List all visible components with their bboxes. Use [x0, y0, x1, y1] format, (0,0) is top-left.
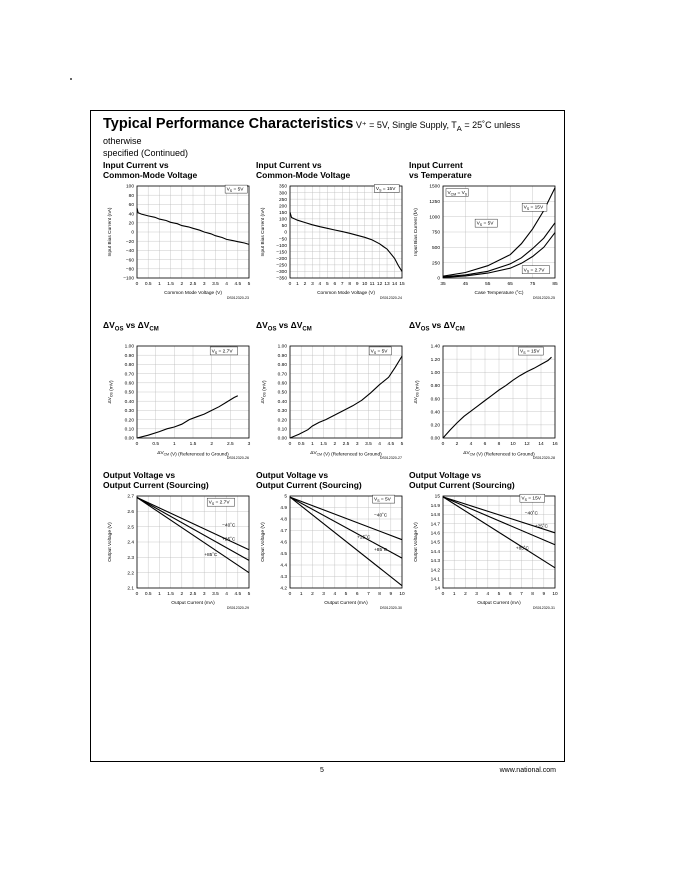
x-tick-label: 15 — [399, 282, 405, 287]
chart-title: Output Voltage vs Output Current (Sourcing) — [103, 470, 209, 490]
y-tick-label: 300 — [278, 191, 287, 197]
x-tick-label: 7 — [520, 592, 523, 597]
y-tick-label: 14.8 — [430, 513, 440, 519]
x-tick-label: 0.5 — [144, 282, 152, 287]
x-tick-label: 13 — [384, 282, 390, 287]
x-tick-label: 3 — [311, 282, 314, 287]
chart-panel-1 — [103, 160, 255, 310]
y-tick-label: 0.20 — [124, 418, 134, 424]
x-tick-label: 0 — [288, 442, 292, 447]
chart-title: $\Delta V_{OS}$ vs $\Delta V_{CM}$ — [409, 320, 465, 333]
chart-annotation: −40˚C — [374, 513, 388, 519]
y-tick-label: 14.4 — [430, 549, 440, 555]
x-tick-label: 0 — [135, 282, 139, 287]
x-tick-label: 5 — [497, 592, 501, 597]
x-tick-label: 11 — [369, 282, 375, 287]
y-tick-label: 1500 — [429, 184, 440, 190]
x-tick-label: 2 — [180, 592, 184, 597]
chart-annotation: $V_S = 15V$ — [523, 205, 544, 212]
y-tick-label: 20 — [128, 221, 134, 227]
x-tick-label: 1 — [172, 442, 176, 447]
x-tick-label: 0 — [441, 442, 445, 447]
x-tick-label: 3.5 — [212, 592, 219, 597]
chart-annotation: +25˚C — [222, 537, 236, 543]
x-tick-label: 65 — [507, 282, 513, 287]
chart-annotation: $V_S = 15V$ — [521, 496, 541, 503]
chart-svg — [103, 160, 255, 310]
figure-code: DS012320-29 — [226, 606, 249, 610]
figure-code: DS012320-30 — [379, 606, 402, 610]
y-tick-label: 1.00 — [124, 344, 134, 350]
x-tick-label: 3 — [202, 592, 206, 597]
y-tick-label: 14.1 — [430, 577, 440, 583]
y-tick-label: 40 — [128, 212, 134, 218]
x-tick-label: 1 — [299, 592, 303, 597]
chart-title: Input Current vs Common-Mode Voltage — [256, 160, 351, 180]
y-tick-label: 1.20 — [430, 357, 440, 363]
y-axis-label: Output Voltage (V) — [414, 522, 419, 562]
y-tick-label: 100 — [278, 217, 287, 223]
chart-svg — [256, 470, 408, 620]
x-tick-label: 2.5 — [226, 442, 234, 447]
y-tick-label: 1.00 — [277, 344, 287, 350]
y-tick-label: 2.1 — [127, 586, 134, 592]
x-tick-label: 1.5 — [189, 442, 197, 447]
chart-title: $\Delta V_{OS}$ vs $\Delta V_{CM}$ — [256, 320, 312, 333]
y-tick-label: −350 — [276, 276, 287, 282]
x-tick-label: 4 — [225, 282, 228, 287]
x-tick-label: 3 — [247, 442, 251, 447]
header-conditions: V⁺ = 5V, Single Supply, $T_A$ = 25˚C unless otherwise — [103, 120, 521, 146]
x-tick-label: 6 — [355, 592, 359, 597]
x-tick-label: 9 — [389, 592, 393, 597]
x-axis-label: Common Mode Voltage (V) — [317, 291, 375, 296]
x-tick-label: 5 — [344, 592, 348, 597]
y-tick-label: 0 — [437, 276, 440, 282]
x-tick-label: 2 — [210, 442, 214, 447]
y-tick-label: 0.00 — [124, 436, 134, 442]
figure-code: DS012320-27 — [379, 456, 402, 460]
x-tick-label: 4 — [318, 282, 322, 287]
chart-svg — [409, 160, 561, 310]
y-tick-label: 4.4 — [280, 563, 287, 569]
y-tick-label: 4.3 — [280, 575, 287, 581]
y-tick-label: 0.40 — [124, 399, 134, 405]
x-tick-label: 5 — [325, 282, 329, 287]
y-tick-label: 4.9 — [280, 506, 287, 512]
y-tick-label: 2.4 — [127, 540, 134, 546]
y-tick-label: 14.2 — [430, 568, 440, 574]
y-tick-label: 1.00 — [430, 370, 440, 376]
y-tick-label: 0.10 — [277, 427, 287, 433]
x-tick-label: 14 — [538, 442, 544, 447]
chart-panel-9 — [409, 470, 561, 620]
x-tick-label: 16 — [552, 442, 558, 447]
x-tick-label: 2 — [333, 442, 337, 447]
x-tick-label: 4.5 — [234, 592, 242, 597]
x-tick-label: 2 — [464, 592, 467, 597]
y-axis-label: $\Delta V_{OS}$ (mV) — [261, 380, 268, 404]
y-tick-label: 4.2 — [280, 586, 287, 592]
y-tick-label: 0.20 — [277, 418, 287, 424]
section-title: Typical Performance Characteristics — [103, 116, 354, 132]
x-tick-label: 8 — [348, 282, 352, 287]
y-tick-label: −20 — [125, 239, 134, 245]
chart-svg — [409, 320, 561, 470]
x-tick-label: 5 — [247, 592, 251, 597]
y-tick-label: 0.70 — [124, 372, 134, 378]
figure-code: DS012320-24 — [379, 296, 402, 300]
chart-title: $\Delta V_{OS}$ vs $\Delta V_{CM}$ — [103, 320, 159, 333]
chart-title: Output Voltage vs Output Current (Sourcing) — [256, 470, 362, 490]
y-tick-label: −50 — [278, 237, 287, 243]
x-axis-label: $\Delta V_{CM}$ (V) (Referenced to Ground) — [157, 451, 229, 458]
x-tick-label: 0.5 — [297, 442, 305, 447]
x-tick-label: 3 — [355, 442, 359, 447]
y-tick-label: 150 — [278, 210, 287, 216]
x-tick-label: 2 — [180, 282, 184, 287]
x-tick-label: 0 — [288, 282, 292, 287]
y-tick-label: −250 — [276, 263, 287, 269]
y-axis-label: Input Bias Current (fA) — [414, 208, 419, 256]
x-tick-label: 7 — [340, 282, 344, 287]
x-tick-label: 3 — [475, 592, 478, 597]
series-line-1 — [290, 212, 402, 271]
footer-url: www.national.com — [499, 767, 556, 774]
y-tick-label: 5 — [284, 494, 287, 500]
x-tick-label: 0.5 — [144, 592, 152, 597]
y-tick-label: 0.30 — [277, 409, 287, 415]
y-tick-label: 15 — [434, 494, 440, 500]
y-tick-label: 0.50 — [277, 390, 287, 396]
x-tick-label: 8 — [378, 592, 381, 597]
y-axis-label: Output Voltage (V) — [261, 522, 266, 562]
y-tick-label: 1.40 — [430, 344, 440, 350]
y-tick-label: −150 — [276, 250, 287, 256]
chart-title: Input Current vs Temperature — [409, 160, 472, 180]
chart-annotation: $V_S = 5V$ — [226, 187, 244, 193]
x-tick-label: 10 — [399, 592, 405, 597]
chart-annotation: +25˚C — [534, 524, 549, 530]
x-axis-label: Output Current (mA) — [477, 601, 521, 606]
x-tick-label: 2 — [311, 592, 314, 597]
x-tick-label: 0 — [135, 592, 139, 597]
chart-panel-4 — [103, 320, 255, 470]
y-tick-label: 4.6 — [280, 540, 287, 546]
y-tick-label: 0.80 — [430, 384, 440, 390]
chart-annotation: $V_S = 2.7V$ — [208, 500, 230, 507]
y-tick-label: −100 — [276, 243, 287, 249]
x-tick-label: 1.5 — [167, 282, 174, 287]
page-mark — [70, 78, 72, 80]
y-tick-label: 0.80 — [124, 363, 134, 369]
y-tick-label: −40 — [125, 249, 134, 255]
chart-panel-5 — [256, 320, 408, 470]
y-tick-label: 0.90 — [277, 353, 287, 359]
y-tick-label: 0.40 — [430, 410, 440, 416]
x-tick-label: 14 — [391, 282, 398, 287]
y-tick-label: 2.6 — [127, 510, 134, 516]
chart-svg — [103, 320, 255, 470]
chart-annotation: $V_S = 5V$ — [374, 497, 391, 503]
y-tick-label: 0.70 — [277, 372, 287, 378]
y-tick-label: 14.9 — [430, 503, 440, 509]
x-tick-label: 4.5 — [234, 282, 242, 287]
y-tick-label: 250 — [431, 261, 440, 267]
y-axis-label: $\Delta V_{OS}$ (mV) — [414, 380, 421, 404]
x-tick-label: 1 — [296, 282, 299, 287]
y-tick-label: 4.5 — [280, 552, 287, 558]
y-tick-label: 4.8 — [280, 517, 287, 523]
x-tick-label: 6 — [483, 442, 487, 447]
x-tick-label: 55 — [485, 282, 491, 287]
x-tick-label: 1 — [311, 442, 314, 447]
y-tick-label: 0.00 — [430, 436, 440, 442]
x-tick-label: 75 — [529, 282, 536, 287]
chart-annotation: +25˚C — [357, 535, 371, 541]
x-tick-label: 0 — [288, 592, 292, 597]
y-tick-label: 14.3 — [430, 559, 440, 565]
y-tick-label: 0.60 — [124, 381, 134, 387]
y-tick-label: 2.7 — [127, 494, 134, 500]
series-line-1 — [137, 396, 238, 438]
x-tick-label: 9 — [542, 592, 546, 597]
x-tick-label: 2.5 — [342, 442, 350, 447]
x-tick-label: 1.5 — [320, 442, 327, 447]
x-tick-label: 2.5 — [189, 592, 197, 597]
y-tick-label: 0.20 — [430, 423, 440, 429]
x-tick-label: 0 — [441, 592, 445, 597]
y-axis-label: $\Delta V_{OS}$ (mV) — [108, 380, 115, 404]
chart-annotation: +85˚C — [374, 548, 388, 554]
y-tick-label: 60 — [128, 203, 134, 209]
y-tick-label: −60 — [125, 258, 134, 264]
y-tick-label: 0.90 — [124, 353, 134, 359]
y-axis-label: Input Bias Current (nA) — [108, 207, 113, 257]
x-tick-label: 2 — [455, 442, 459, 447]
y-tick-label: 750 — [431, 230, 440, 236]
x-axis-label: $\Delta V_{CM}$ (V) (Referenced to Ground) — [310, 451, 382, 458]
y-tick-label: 14 — [434, 586, 440, 592]
page-number: 5 — [320, 767, 324, 774]
x-axis-label: Output Current (mA) — [324, 601, 368, 606]
y-tick-label: 14.7 — [430, 522, 440, 528]
y-tick-label: 14.6 — [430, 531, 440, 537]
x-axis-label: Output Current (mA) — [171, 601, 215, 606]
x-tick-label: 10 — [361, 282, 368, 287]
figure-code: DS012320-23 — [226, 296, 249, 300]
x-tick-label: 35 — [440, 282, 446, 287]
chart-svg — [103, 470, 255, 620]
chart-annotation: $V_S = 15V$ — [520, 349, 540, 355]
y-tick-label: 0.00 — [277, 436, 287, 442]
y-tick-label: 500 — [431, 246, 440, 252]
chart-svg — [256, 160, 408, 310]
chart-annotation: $V_S = 5V$ — [370, 349, 388, 355]
x-tick-label: 4 — [378, 442, 381, 447]
x-tick-label: 4 — [469, 442, 473, 447]
chart-annotation: −40˚C — [524, 511, 538, 517]
x-tick-label: 6 — [333, 282, 337, 287]
chart-annotation: −40˚C — [222, 523, 236, 529]
chart-panel-7 — [103, 470, 255, 620]
y-tick-label: 1250 — [429, 200, 440, 206]
y-tick-label: 0.60 — [277, 381, 287, 387]
x-tick-label: 45 — [462, 282, 469, 287]
figure-code: DS012320-28 — [532, 456, 555, 460]
y-tick-label: 2.3 — [127, 556, 134, 562]
x-tick-label: 9 — [355, 282, 359, 287]
y-axis-label: Input Bias Current (nA) — [261, 207, 266, 257]
y-tick-label: −300 — [276, 270, 287, 276]
chart-annotation: $V_S = 2.7V$ — [523, 268, 545, 274]
y-tick-label: 250 — [278, 197, 287, 203]
x-tick-label: 0 — [135, 442, 139, 447]
y-tick-label: 0 — [284, 230, 287, 236]
figure-code: DS012320-26 — [226, 456, 249, 460]
y-tick-label: −200 — [276, 256, 287, 262]
x-tick-label: 6 — [508, 592, 512, 597]
y-tick-label: 100 — [125, 184, 134, 190]
x-tick-label: 2 — [303, 282, 307, 287]
x-tick-label: 5 — [247, 282, 251, 287]
x-tick-label: 8 — [497, 442, 501, 447]
x-tick-label: 12 — [376, 282, 383, 287]
chart-annotation: $V_S = 15V$ — [375, 186, 396, 193]
x-tick-label: 3 — [322, 592, 325, 597]
x-tick-label: 1 — [158, 282, 161, 287]
y-tick-label: −80 — [125, 267, 134, 273]
x-tick-label: 85 — [552, 282, 558, 287]
x-tick-label: 5 — [400, 442, 404, 447]
x-axis-label: Case Temperature (˚C) — [474, 291, 524, 296]
y-tick-label: 14.5 — [430, 540, 440, 546]
x-tick-label: 12 — [524, 442, 530, 447]
x-tick-label: 3.5 — [212, 282, 219, 287]
chart-annotation: $V_S = 5V$ — [476, 221, 494, 228]
y-tick-label: 80 — [128, 193, 134, 199]
y-tick-label: 0.30 — [124, 409, 134, 415]
header-line2: specified (Continued) — [103, 147, 189, 158]
x-tick-label: 1 — [158, 592, 161, 597]
section-header — [103, 118, 553, 159]
y-tick-label: 1000 — [429, 215, 440, 221]
y-tick-label: 0.60 — [430, 397, 440, 403]
y-tick-label: 0.40 — [277, 399, 287, 405]
chart-annotation: +85˚C — [204, 552, 218, 558]
y-axis-label: Output Voltage (V) — [108, 522, 113, 562]
x-tick-label: 4 — [333, 592, 337, 597]
x-tick-label: 3.5 — [365, 442, 372, 447]
x-tick-label: 8 — [531, 592, 534, 597]
series-line-1 — [443, 357, 552, 438]
x-tick-label: 10 — [552, 592, 558, 597]
chart-panel-3 — [409, 160, 561, 310]
figure-code: DS012320-31 — [532, 606, 555, 610]
y-tick-label: 2.2 — [127, 571, 134, 577]
x-tick-label: 4.5 — [387, 442, 395, 447]
chart-panel-6 — [409, 320, 561, 470]
x-tick-label: 4 — [486, 592, 490, 597]
x-tick-label: 4 — [225, 592, 228, 597]
y-tick-label: 350 — [278, 184, 287, 190]
x-axis-label: Common Mode Voltage (V) — [164, 291, 222, 296]
figure-code: DS012320-25 — [532, 296, 555, 300]
x-tick-label: 1 — [452, 592, 456, 597]
chart-annotation: +85˚C — [515, 546, 530, 552]
y-tick-label: 4.7 — [280, 529, 287, 535]
x-tick-label: 0.5 — [152, 442, 160, 447]
chart-annotation: $V_{CM} = V_S$ — [447, 190, 468, 197]
x-tick-label: 3 — [202, 282, 206, 287]
y-tick-label: 50 — [281, 224, 287, 230]
y-tick-label: 0.10 — [124, 427, 134, 433]
y-tick-label: −100 — [123, 276, 134, 282]
chart-panel-8 — [256, 470, 408, 620]
y-tick-label: 0.50 — [124, 390, 134, 396]
y-tick-label: 2.5 — [127, 525, 134, 531]
y-tick-label: 200 — [278, 204, 287, 210]
chart-title: Output Voltage vs Output Current (Sourcing) — [409, 470, 515, 490]
x-tick-label: 10 — [510, 442, 516, 447]
y-tick-label: 0 — [131, 230, 134, 236]
x-tick-label: 7 — [367, 592, 370, 597]
chart-panel-2 — [256, 160, 408, 310]
chart-annotation: $V_S = 2.7V$ — [211, 349, 233, 355]
chart-svg — [256, 320, 408, 470]
y-tick-label: 0.80 — [277, 363, 287, 369]
x-tick-label: 2.5 — [189, 282, 197, 287]
x-tick-label: 1.5 — [167, 592, 174, 597]
chart-title: Input Current vs Common-Mode Voltage — [103, 160, 198, 180]
chart-svg — [409, 470, 561, 620]
x-axis-label: $\Delta V_{CM}$ (V) (Referenced to Ground) — [463, 451, 535, 458]
